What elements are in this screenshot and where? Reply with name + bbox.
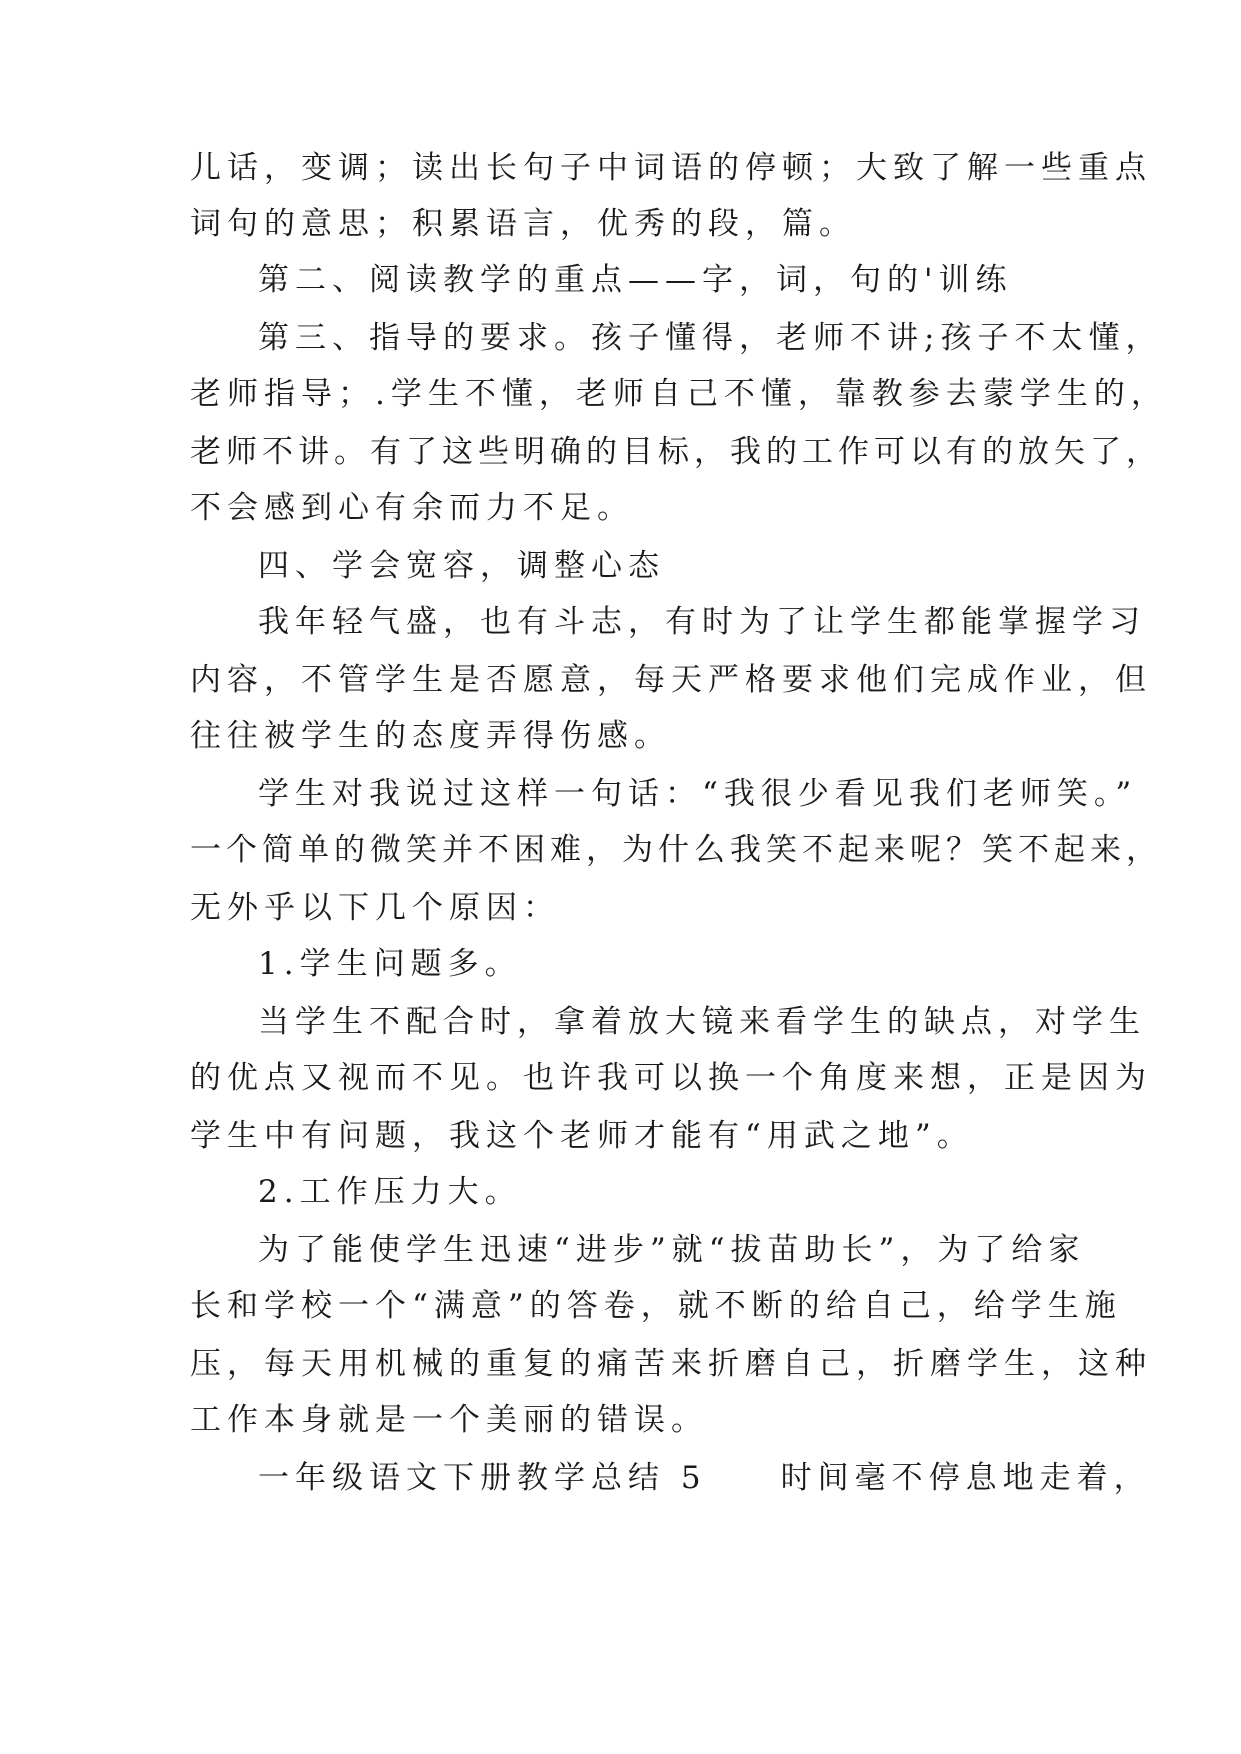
text-line-12: 学生对我说过这样一句话：“我很少看见我们老师笑。” — [258, 776, 1138, 812]
text-line-19: 2.工作压力大。 — [258, 1174, 522, 1210]
text-line-5: 老师指导；.学生不懂，老师自己不懂，靠教参去蒙学生的， — [190, 376, 1168, 412]
text-line-16: 当学生不配合时，拿着放大镜来看学生的缺点，对学生 — [258, 1004, 1146, 1040]
text-line-9: 我年轻气盛，也有斗志，有时为了让学生都能掌握学习 — [258, 604, 1146, 640]
text-line-23: 工作本身就是一个美丽的错误。 — [190, 1402, 708, 1438]
text-line-8: 四、学会宽容，调整心态 — [258, 548, 665, 584]
text-line-11: 往往被学生的态度弄得伤感。 — [190, 718, 671, 754]
text-line-10: 内容，不管学生是否愿意，每天严格要求他们完成作业，但 — [190, 662, 1152, 698]
text-line-24: 一年级语文下册教学总结 5 时间毫不停息地走着， — [258, 1460, 1151, 1496]
text-line-18: 学生中有问题，我这个老师才能有“用武之地”。 — [190, 1118, 974, 1154]
text-line-13: 一个简单的微笑并不困难，为什么我笑不起来呢？笑不起来， — [190, 832, 1162, 868]
text-line-15: 1.学生问题多。 — [258, 946, 522, 982]
text-line-3: 第二、阅读教学的重点——字，词，句的'训练 — [258, 262, 1013, 298]
text-line-1: 儿话，变调；读出长句子中词语的停顿；大致了解一些重点 — [190, 150, 1152, 186]
text-line-21: 长和学校一个“满意”的答卷，就不断的给自己，给学生施 — [190, 1288, 1122, 1324]
text-line-17: 的优点又视而不见。也许我可以换一个角度来想，正是因为 — [190, 1060, 1152, 1096]
text-line-7: 不会感到心有余而力不足。 — [190, 490, 634, 526]
text-line-4: 第三、指导的要求。孩子懂得，老师不讲;孩子不太懂， — [258, 320, 1163, 356]
text-line-20: 为了能使学生迅速“进步”就“拔苗助长”，为了给家 — [258, 1232, 1086, 1268]
text-line-6: 老师不讲。有了这些明确的目标，我的工作可以有的放矢了， — [190, 434, 1162, 470]
text-line-2: 词句的意思；积累语言，优秀的段，篇。 — [190, 206, 856, 242]
text-line-22: 压，每天用机械的重复的痛苦来折磨自己，折磨学生，这种 — [190, 1346, 1152, 1382]
text-line-14: 无外乎以下几个原因： — [190, 890, 560, 926]
